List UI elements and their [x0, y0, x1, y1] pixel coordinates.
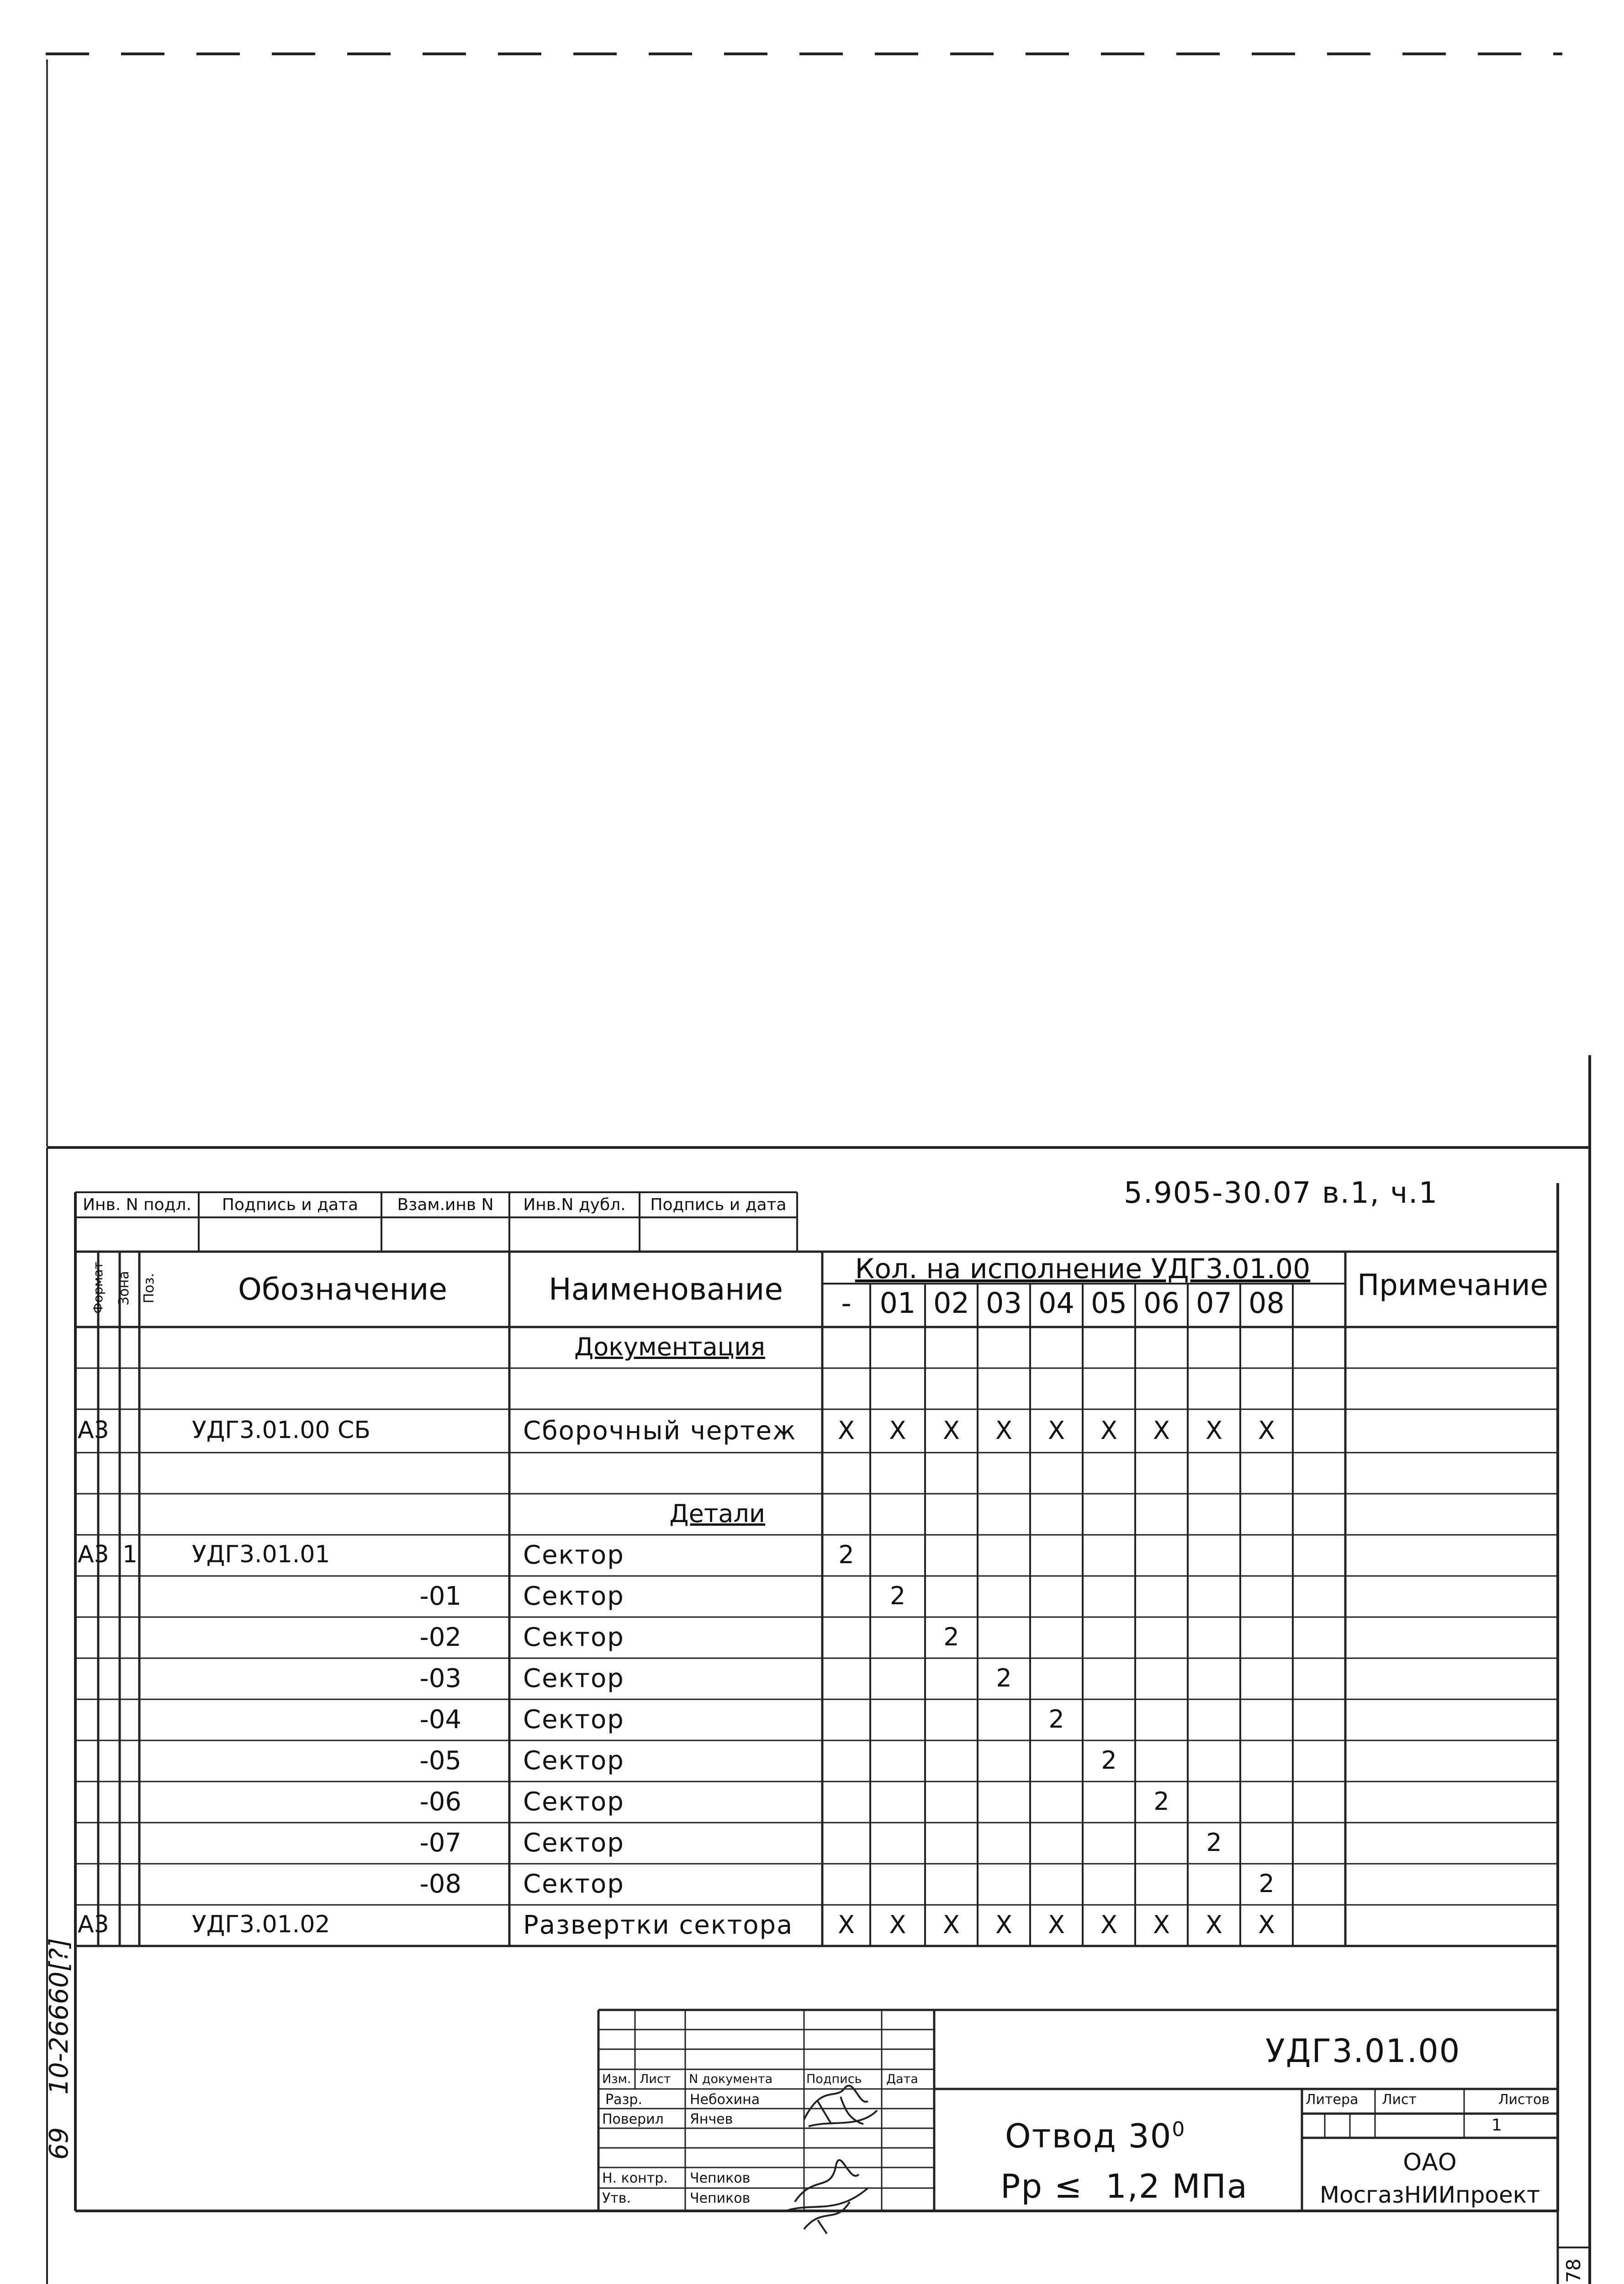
tb-title-line1	[1005, 2117, 1186, 2155]
stamp-podpis-2: Подпись и дата	[650, 1195, 787, 1214]
row-qty-07: 2	[1206, 1828, 1222, 1857]
row-name: Сектор	[523, 1787, 624, 1817]
row-qty-08: Х	[1258, 1416, 1275, 1445]
row-pos: 1	[122, 1541, 138, 1568]
row-name: Сборочный чертеж	[523, 1416, 797, 1446]
row-designation: УДГ3.01.02	[192, 1911, 330, 1938]
variant-header-7: 07	[1196, 1286, 1232, 1320]
row-qty--: 2	[838, 1540, 854, 1569]
tb-role-utv: Утв.	[602, 2190, 631, 2206]
row-name: Сектор	[523, 1581, 624, 1611]
tb-col-list: Лист	[640, 2072, 671, 2086]
row-qty-05: Х	[1100, 1910, 1117, 1939]
row-qty-04: Х	[1048, 1416, 1065, 1445]
row-designation: -04	[419, 1705, 461, 1734]
tb-org-line1: ОАО	[1403, 2149, 1457, 2176]
row-name: Сектор	[523, 1869, 624, 1899]
row-designation: -08	[419, 1869, 461, 1899]
row-format: А3	[78, 1416, 109, 1444]
row-qty-01: 2	[889, 1581, 906, 1610]
row-name: Сектор	[523, 1664, 624, 1693]
row-qty-02: Х	[943, 1416, 960, 1445]
sheet-number: 78	[1562, 2258, 1585, 2283]
header-name: Наименование	[549, 1272, 783, 1307]
row-qty-07: Х	[1206, 1910, 1222, 1939]
row-qty-01: Х	[889, 1910, 906, 1939]
tb-sheets-label: Листов	[1498, 2092, 1550, 2108]
row-designation: -03	[419, 1664, 461, 1693]
header-designation: Обозначение	[238, 1272, 447, 1307]
variant-header-4: 04	[1038, 1286, 1074, 1320]
row-designation: УДГ3.01.00 СБ	[192, 1416, 371, 1444]
row-format: А3	[78, 1541, 109, 1568]
row-designation: -07	[419, 1828, 461, 1858]
tb-name-nkontr: Чепиков	[690, 2170, 751, 2186]
row-qty--: Х	[838, 1416, 855, 1445]
tb-role-razr: Разр.	[605, 2092, 643, 2108]
tb-sheets-value: 1	[1492, 2116, 1502, 2135]
row-qty-06: 2	[1153, 1787, 1169, 1816]
variant-header-1: 01	[879, 1286, 916, 1320]
row-name: Сектор	[523, 1540, 624, 1570]
tb-title-degree: 0	[1172, 2118, 1186, 2141]
row-qty-07: Х	[1206, 1416, 1222, 1445]
header-format: Формат	[90, 1262, 106, 1314]
row-designation: -02	[419, 1623, 461, 1652]
tb-col-podpis: Подпись	[806, 2072, 862, 2086]
row-name: Сектор	[523, 1828, 624, 1858]
row-qty-01: Х	[889, 1416, 906, 1445]
doc-code: 5.905-30.07 в.1, ч.1	[1124, 1176, 1439, 1210]
row-designation: -05	[419, 1746, 461, 1776]
tb-title-line2: Рр ≤ 1,2 МПа	[1000, 2167, 1248, 2205]
tb-col-data: Дата	[886, 2072, 918, 2086]
header-pos: Поз.	[141, 1273, 157, 1304]
row-name: Сектор	[523, 1746, 624, 1776]
tb-org-line2: МосгазНИИпроект	[1319, 2182, 1540, 2208]
row-qty-02: 2	[943, 1623, 959, 1651]
variant-header-0: -	[841, 1286, 852, 1320]
row-designation: -01	[419, 1581, 461, 1611]
row-qty-06: Х	[1153, 1416, 1170, 1445]
tb-title-text: Отвод 30	[1005, 2117, 1172, 2155]
row-section-title: Детали	[669, 1499, 765, 1528]
header-note: Примечание	[1357, 1269, 1548, 1302]
tb-litera-label: Литера	[1306, 2092, 1359, 2108]
row-designation: УДГ3.01.01	[192, 1541, 330, 1568]
row-section-title: Документация	[574, 1332, 765, 1361]
row-name: Сектор	[523, 1623, 624, 1652]
tb-role-poveril: Поверил	[602, 2111, 664, 2127]
row-qty-03: Х	[995, 1416, 1012, 1445]
variant-header-6: 06	[1143, 1286, 1180, 1320]
row-qty-02: Х	[943, 1910, 960, 1939]
variant-header-8: 08	[1248, 1286, 1285, 1320]
stamp-vzam-inv: Взам.инв N	[397, 1195, 494, 1214]
tb-name-utv: Чепиков	[690, 2190, 751, 2206]
row-qty-05: Х	[1100, 1416, 1117, 1445]
row-designation: -06	[419, 1787, 461, 1817]
stamp-inv-podl: Инв. N подл.	[83, 1195, 191, 1214]
row-qty-04: Х	[1048, 1910, 1065, 1939]
row-qty-03: 2	[996, 1664, 1012, 1692]
tb-name-razr: Небохина	[690, 2092, 760, 2108]
row-qty--: Х	[838, 1910, 855, 1939]
header-zone: Зона	[116, 1271, 132, 1306]
tb-name-poveril: Янчев	[690, 2111, 733, 2127]
tb-designation: УДГ3.01.00	[1265, 2032, 1461, 2070]
variant-header-3: 03	[986, 1286, 1022, 1320]
row-qty-03: Х	[995, 1910, 1012, 1939]
row-qty-06: Х	[1153, 1910, 1170, 1939]
variant-header-5: 05	[1091, 1286, 1127, 1320]
row-qty-04: 2	[1048, 1705, 1064, 1734]
stamp-inv-dubl: Инв.N дубл.	[523, 1195, 626, 1214]
row-name: Сектор	[523, 1705, 624, 1734]
tb-col-ndoc: N документа	[689, 2072, 773, 2086]
header-qty-title: Кол. на исполнение УДГ3.01.00	[855, 1253, 1311, 1285]
tb-sheet-label: Лист	[1382, 2092, 1417, 2108]
row-qty-05: 2	[1101, 1746, 1117, 1775]
row-qty-08: Х	[1258, 1910, 1275, 1939]
row-name: Развертки сектора	[523, 1910, 793, 1940]
row-format: А3	[78, 1911, 109, 1938]
row-qty-08: 2	[1259, 1869, 1275, 1898]
side-stamp: 69 10-26660[?]	[44, 1938, 74, 2160]
tb-role-nkontr: Н. контр.	[602, 2170, 668, 2186]
stamp-podpis-1: Подпись и дата	[222, 1195, 359, 1214]
tb-col-izm: Изм.	[602, 2072, 631, 2086]
variant-header-2: 02	[933, 1286, 969, 1320]
